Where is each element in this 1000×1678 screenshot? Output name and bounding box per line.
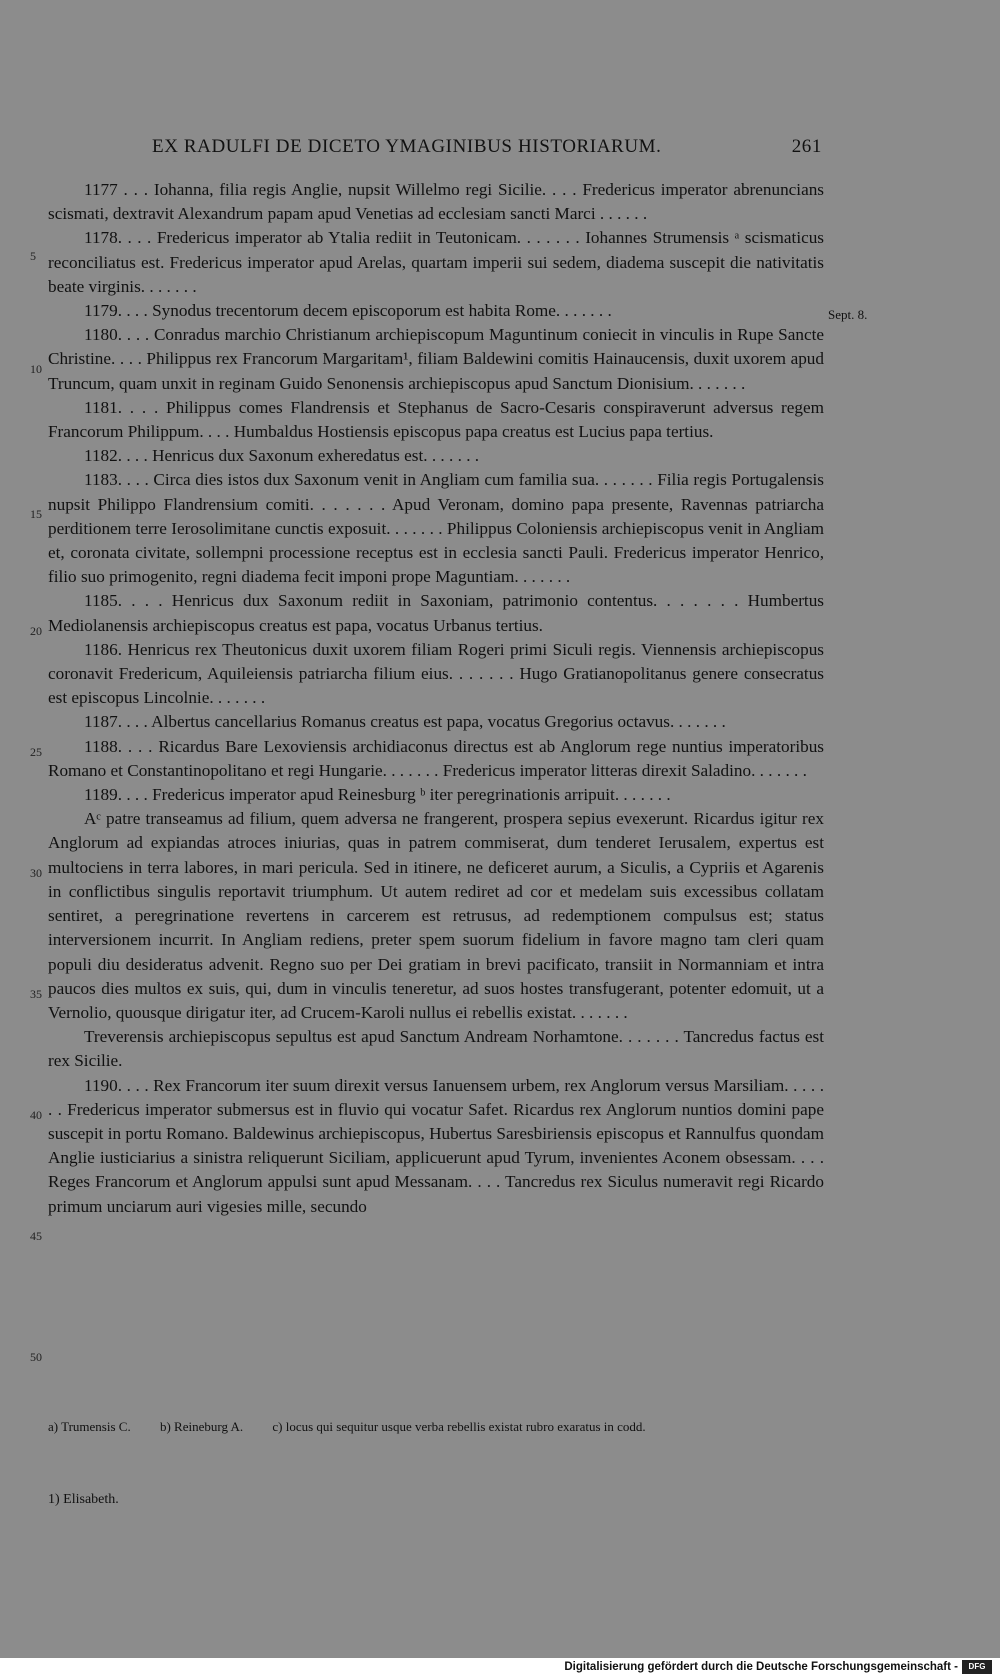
entry-1190: 1190. . . . Rex Francorum iter suum direxit versus Ianuensem urbem, rex Anglorum versus Marsiliam. . . . . . . Fredericus imperator submersus est in fluvio qui vocatur Safet. Ricardus rex Anglorum nuntios domini pape suscepit in portu Romano. Baldewinus archiepiscopus, Hubertus Saresbiriensis episcopus et Rannulfus quondam Anglie iusticiarius a sinistra reliquerunt Siciliam, applicuerunt apud Tyrum, invenientes Aconem obsessam. . . . Reges Francorum et Anglorum appulsi sunt apud Messanam. . . . Tancredus rex Siculus numeravit regi Ricardo primum unciarum auri vigesies mille, secundo bbox=[48, 1075, 824, 1216]
running-title: EX RADULFI DE DICETO YMAGINIBUS HISTORIARUM. bbox=[152, 136, 662, 157]
entry-1181: 1181. . . . Philippus comes Flandrensis et Stephanus de Sacro-Cesaris conspiraverunt adversus regem Francorum Philippum. . . . Humbaldus Hostiensis episcopus papa creatus est Lucius papa tertius. bbox=[48, 397, 824, 442]
line-number: 30 bbox=[30, 866, 42, 880]
entry-1187: 1187. . . . Albertus cancellarius Romanus creatus est papa, vocatus Gregorius octavus. . . . . . . bbox=[84, 712, 726, 732]
footnote-a: a) Trumensis C. bbox=[48, 1419, 131, 1434]
entry-1183: 1183. . . . Circa dies istos dux Saxonum venit in Angliam cum familia sua. . . . . . . Filia regis Portugalensis nupsit Philippo Flandrensium comiti. . . . . . . Apud Veronam, domino papa presente, Ravennas patriarcha perditionem terre Ierosolimitane cunctis exposuit. . . . . . . Philippus Coloniensis archiepiscopus venit in Angliam et, coronata civitate, sollempni processione receptus est in ecclesia sancti Pauli. Fredericus imperator Henrico, filio suo primogenito, regni diadema fecit imponi prope Maguntiam. . . . . . . bbox=[48, 470, 824, 587]
chronicle-text bbox=[48, 178, 824, 1219]
entry-1185: 1185. . . . Henricus dux Saxonum rediit in Saxoniam, patrimonio contentus. . . . . . . Humbertus Mediolanensis archiepiscopus creatus est papa, vocatus Urbanus tertius. bbox=[48, 591, 824, 635]
critical-apparatus bbox=[48, 1419, 808, 1435]
entry-1186: 1186. Henricus rex Theutonicus duxit uxorem filiam Rogeri primi Siculi regis. Viennensis archiepiscopus coronavit Fredericum, Aquileiensis patriarcha filium eius. . . . . . . Hugo Gratianopolitanus genere consecratus est episcopus Lincolnie. . . . . . . bbox=[48, 639, 824, 708]
dfg-logo-icon: DFG bbox=[962, 1660, 992, 1674]
entry-1182: 1182. . . . Henricus dux Saxonum exheredatus est. . . . . . . bbox=[84, 446, 480, 466]
entry-1179: 1179. . . . Synodus trecentorum decem episcoporum est habita Rome. . . . . . . bbox=[84, 301, 612, 321]
line-number: 20 bbox=[30, 624, 42, 638]
entry-1180: 1180. . . . Conradus marchio Christianum archiepiscopum Maguntinum coniecit in vinculis in Rupe Sancte Christine. . . . Philippus rex Francorum Margaritam¹, filiam Baldewini comitis Hainaucensis, duxit uxorem apud Truncum, quam unxit in reginam Guido Senonensis archiepiscopus apud Sanctum Dionisium. . . . . . . bbox=[48, 325, 824, 393]
entry-1178: 1178. . . . Fredericus imperator ab Ytalia rediit in Teutonicam. . . . . . . Iohannes Strumensis ᵃ scismaticus reconciliatus est. Fredericus imperator apud Arelas, quartam imperii sui sedem, diadema suscepit die nativitatis beate virginis. . . . . . . bbox=[48, 228, 824, 296]
entry-ricardus-passage: Aᶜ patre transeamus ad filium, quem adversa ne frangerent, prospera sepius evexerunt. Ricardus igitur rex Anglorum ad expiandas atroces iniurias, quas in patrem commiserat, dum tenderet Ierusalem, expertus est multociens in terra labores, in mari pericula. Sed in itinere, ne deficeret aurum, a Siculis, a Cypriis et Agarenis in conflictibus singulis reportavit triumphum. Ut autem rediret ad cor et medelam suis excessibus collatam sentiret, a peregrinatione revertens in carcerem est retrusus, ad redemptionem compulsus est; status interversionem incurrit. In Angliam rediens, preter spem suorum fidelium in favore magno tam cleri quam populi diu desideratus advenit. Regno suo per Dei gratiam in brevi pacificato, transiit in Normanniam et intra paucos dies multos ex suis, qui, dum in vinculis teneretur, ad suos hostes transfugerant, potenter edomuit, ut a Vernolio, quousque dirigatur iter, ad Crucem-Karoli nullus ei rebellis existat. . . . . . . bbox=[48, 809, 824, 1022]
footnote-c: c) locus qui sequitur usque verba rebellis existat rubro exaratus in codd. bbox=[272, 1419, 646, 1434]
entry-1177: 1177 . . . Iohanna, filia regis Anglie, nupsit Willelmo regi Sicilie. . . . Fredericus imperator abrenuncians scismati, dextravit Alexandrum papam apud Venetias ad ecclesiam sancti Marci . . . . . . bbox=[48, 180, 824, 224]
line-number: 15 bbox=[30, 507, 42, 521]
entry-treverensis: Treverensis archiepiscopus sepultus est apud Sanctum Andream Norhamtone. . . . . . . Tancredus factus est rex Sicilie. bbox=[48, 1027, 824, 1071]
margin-date-note: Sept. 8. bbox=[828, 307, 868, 322]
running-header bbox=[152, 136, 822, 166]
line-number: 10 bbox=[30, 362, 42, 376]
page-number: 261 bbox=[791, 136, 822, 157]
line-number: 50 bbox=[30, 1350, 42, 1364]
line-number: 45 bbox=[30, 1229, 42, 1243]
entry-1188: 1188. . . . Ricardus Bare Lexoviensis archidiaconus directus est ab Anglorum rege nuntius imperatoribus Romano et Constantinopolitano et regi Hungarie. . . . . . . Fredericus imperator litteras direxit Saladino. . . . . . . bbox=[48, 736, 824, 780]
footer-credit: Digitalisierung gefördert durch die Deutsche Forschungsgemeinschaft - bbox=[564, 1661, 958, 1673]
footnote-b: b) Reineburg A. bbox=[159, 1419, 244, 1434]
entry-1189: 1189. . . . Fredericus imperator apud Reinesburg ᵇ iter peregrinationis arripuit. . . . . . . bbox=[84, 785, 671, 805]
line-number: 40 bbox=[30, 1108, 42, 1122]
line-number: 5 bbox=[30, 249, 36, 263]
explanatory-note: 1) Elisabeth. bbox=[48, 1492, 119, 1507]
line-number: 25 bbox=[30, 745, 42, 759]
line-number: 35 bbox=[30, 987, 42, 1001]
